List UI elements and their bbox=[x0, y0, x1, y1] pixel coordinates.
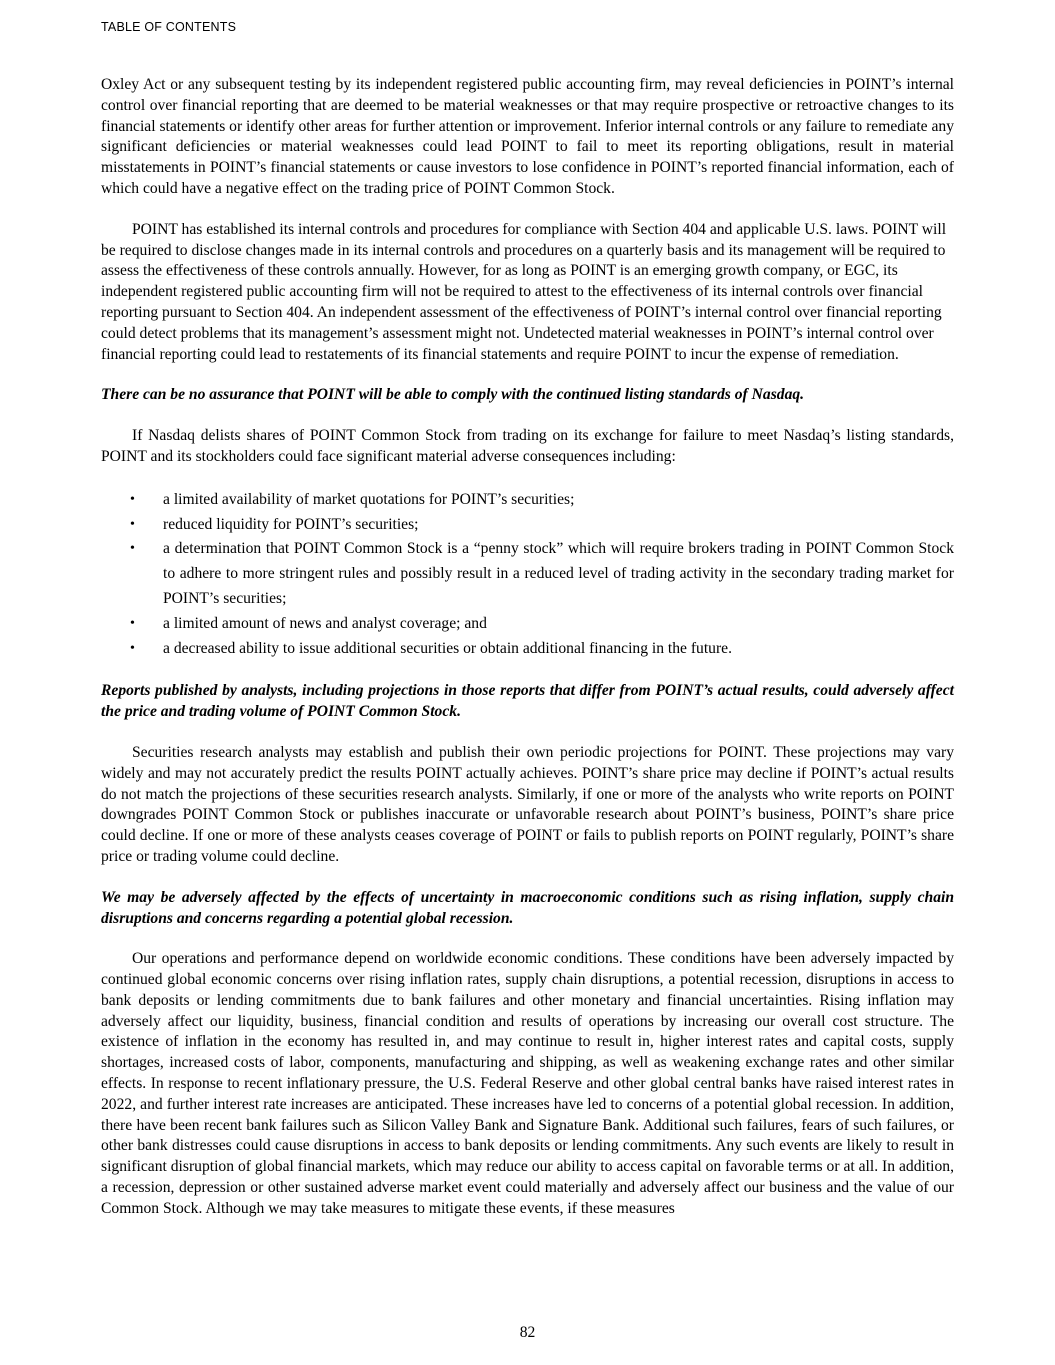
risk-heading-macroeconomic-conditions: We may be adversely affected by the effects of uncertainty in macroeconomic conditions such as rising inflation, supply chain disruptions and concerns regarding a potential global recession. bbox=[101, 888, 954, 927]
list-item-text: a limited amount of news and analyst coverage; and bbox=[163, 614, 487, 632]
paragraph-section-404-compliance: POINT has established its internal controls and procedures for compliance with Section 404 and applicable U.S. laws. POINT will be required to disclose changes made in its internal controls and procedures on a quarterly basis and its management will be required to assess the effectiveness of these controls annually. However, for as long as POINT is an emerging growth company, or EGC, its independent registered public accounting firm will not be required to attest to the effectiveness of its internal controls over financial reporting pursuant to Section 404. An independent assessment of the effectiveness of POINT’s internal control over financial reporting could detect problems that its management’s assessment might not. Undetected material weaknesses in POINT’s internal control over financial reporting could lead to restatements of its financial statements and require POINT to incur the expense of remediation. bbox=[101, 220, 947, 363]
bullet-icon: • bbox=[130, 640, 135, 656]
risk-heading-nasdaq-listing: There can be no assurance that POINT will be able to comply with the continued listing standards of Nasdaq. bbox=[101, 386, 805, 404]
risk-heading-analyst-reports: Reports published by analysts, including projections in those reports that differ from POINT’s actual results, could adversely affect the price and trading volume of POINT Common Stock. bbox=[101, 682, 954, 721]
list-item bbox=[101, 513, 954, 538]
page-number: 82 bbox=[519, 1324, 536, 1341]
bullet-icon: • bbox=[130, 615, 135, 631]
list-item bbox=[101, 537, 954, 611]
list-item bbox=[101, 637, 954, 662]
page-content bbox=[101, 75, 954, 1240]
delisting-consequences-list bbox=[101, 488, 954, 662]
table-of-contents-link[interactable]: TABLE OF CONTENTS bbox=[101, 20, 237, 34]
paragraph-nasdaq-delisting: If Nasdaq delists shares of POINT Common Stock from trading on its exchange for failure to meet Nasdaq’s listing standards, POINT and its stockholders could face significant material adverse consequences including: bbox=[101, 427, 954, 465]
list-item-text: a limited availability of market quotations for POINT’s securities; bbox=[163, 490, 575, 508]
list-item bbox=[101, 488, 954, 513]
paragraph-macroeconomic-effects: Our operations and performance depend on worldwide economic conditions. These conditions have been adversely impacted by continued global economic concerns over rising inflation rates, supply chain disruptions, a potential recession, disruptions in access to bank deposits or lending commitments due to bank failures and other monetary and financial uncertainties. Rising inflation may adversely affect our liquidity, business, financial condition and results of operations by increasing our overall cost structure. The existence of inflation in the economy has resulted in, and may continue to result in, higher interest rates and capital costs, supply shortages, increased costs of labor, components, manufacturing and shipping, as well as weakening exchange rates and other similar effects. In response to recent inflationary pressure, the U.S. Federal Reserve and other global central banks have raised interest rates in 2022, and further interest rate increases are anticipated. These increases have led to concerns of a potential global recession. In addition, there have been recent bank failures such as Silicon Valley Bank and Signature Bank. Additional such failures, fears of such failures, or other bank distresses could cause disruptions in access to bank deposits or lending commitments. Any such events are likely to result in significant disruption of global financial markets, which may reduce our ability to access capital on favorable terms or at all. In addition, a recession, depression or other sustained adverse market event could materially and adversely affect our business and the value of our Common Stock. Although we may take measures to mitigate these events, if these measures bbox=[101, 950, 954, 1217]
list-item-text: reduced liquidity for POINT’s securities; bbox=[163, 515, 419, 533]
paragraph-analyst-projections: Securities research analysts may establish and publish their own periodic projections for POINT. These projections may vary widely and may not accurately predict the results POINT actually achieves. POINT’s share price may decline if POINT’s actual results do not match the projections of these securities research analysts. Similarly, if one or more of the analysts who write reports on POINT downgrades POINT Common Stock or publishes inaccurate or unfavorable research about POINT’s business, POINT’s share price could decline. If one or more of these analysts ceases coverage of POINT or fails to publish reports on POINT regularly, POINT’s share price or trading volume could decline. bbox=[101, 743, 954, 865]
list-item bbox=[101, 612, 954, 637]
list-item-text: a decreased ability to issue additional securities or obtain additional financing in the future. bbox=[163, 639, 732, 657]
bullet-icon: • bbox=[130, 516, 135, 532]
bullet-icon: • bbox=[130, 491, 135, 507]
paragraph-internal-control-deficiencies: Oxley Act or any subsequent testing by its independent registered public accounting firm, may reveal deficiencies in POINT’s internal control over financial reporting that are deemed to be material weaknesses or that may require prospective or retroactive changes to its financial statements or identify other areas for further attention or improvement. Inferior internal controls or any failure to remediate any significant deficiencies or material weaknesses could lead POINT to fail to meet its reporting obligations, result in material misstatements in POINT’s financial statements or cause investors to lose confidence in POINT’s reported financial information, each of which could have a negative effect on the trading price of POINT Common Stock. bbox=[101, 76, 954, 197]
list-item-text: a determination that POINT Common Stock is a “penny stock” which will require brokers trading in POINT Common Stock to adhere to more stringent rules and possibly result in a reduced level of trading activity in the secondary trading market for POINT’s securities; bbox=[163, 540, 954, 607]
bullet-icon: • bbox=[130, 541, 135, 557]
